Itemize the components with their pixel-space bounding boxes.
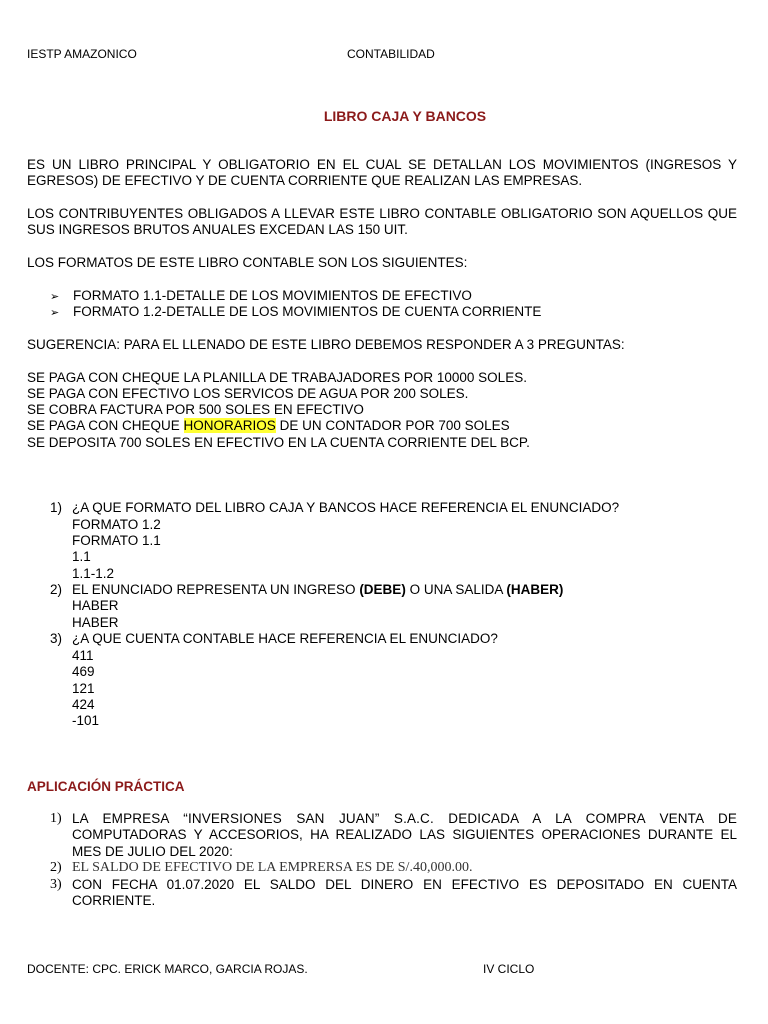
- answer-line: 1.1-1.2: [72, 566, 115, 581]
- question-3-text: ¿A QUE CUENTA CONTABLE HACE REFERENCIA EL ENUNCIADO?: [72, 631, 498, 646]
- question-2-text-mid: O UNA SALIDA: [405, 582, 507, 597]
- practice-item-line: MES DE JULIO DEL 2020:: [72, 843, 233, 859]
- answer-line: FORMATO 1.1: [72, 533, 161, 548]
- answer-line: 411: [72, 648, 94, 663]
- example-line-4-start: SE PAGA CON CHEQUE: [27, 418, 184, 433]
- question-1-text: ¿A QUE FORMATO DEL LIBRO CAJA Y BANCOS HACE REFERENCIA EL ENUNCIADO?: [72, 500, 620, 515]
- intro-paragraph-1: ES UN LIBRO PRINCIPAL Y OBLIGATORIO EN EL CUAL SE DETALLAN LOS MOVIMIENTOS (INGRESOS Y EGRESOS) DE EFECTIVO Y DE CUENTA CORRIENTE QUE REALIZAN LAS EMPRESAS.: [27, 157, 737, 189]
- answer-line: FORMATO 1.2: [72, 517, 161, 532]
- question-2-text-start: EL ENUNCIADO REPRESENTA UN INGRESO: [72, 582, 360, 597]
- haber-term: (HABER): [506, 582, 564, 597]
- answer-line: HABER: [72, 598, 119, 613]
- example-line-5: SE DEPOSITA 700 SOLES EN EFECTIVO EN LA CUENTA CORRIENTE DEL BCP.: [27, 435, 530, 450]
- page-title: LIBRO CAJA Y BANCOS: [323, 108, 487, 124]
- question-2-text: [72, 582, 563, 598]
- answer-line: 424: [72, 697, 95, 712]
- example-line-4-end: DE UN CONTADOR POR 700 SOLES: [275, 418, 510, 433]
- header-institution: IESTP AMAZONICO: [27, 47, 137, 61]
- question-number: 1): [50, 500, 63, 515]
- practice-item-number: 1): [50, 811, 62, 826]
- format-item-label: FORMATO 1.1-DETALLE DE LOS MOVIMIENTOS DE EFECTIVO: [73, 288, 472, 303]
- practice-item-line: LA EMPRESA “INVERSIONES SAN JUAN” S.A.C. DEDICADA A LA COMPRA VENTA DE: [72, 811, 737, 826]
- practice-item-3: [72, 877, 737, 910]
- answer-line: 1.1: [72, 549, 91, 564]
- practice-item-line: CON FECHA 01.07.2020 EL SALDO DEL DINERO EN EFECTIVO ES DEPOSITADO EN CUENTA: [72, 877, 737, 892]
- practice-item-number: 2): [50, 860, 62, 875]
- practice-item-1: [72, 811, 737, 860]
- example-line-4: [27, 418, 510, 434]
- footer-cycle: IV CICLO: [483, 962, 535, 976]
- answer-line: HABER: [72, 615, 119, 630]
- highlighted-word: HONORARIOS: [183, 418, 276, 433]
- format-item-label: FORMATO 1.2-DETALLE DE LOS MOVIMIENTOS DE CUENTA CORRIENTE: [73, 304, 542, 319]
- question-number: 3): [50, 631, 63, 646]
- header-subject: CONTABILIDAD: [347, 47, 435, 61]
- debe-term: (DEBE): [359, 582, 406, 597]
- practice-title: APLICACIÓN PRÁCTICA: [27, 779, 185, 794]
- answer-line: -101: [72, 713, 100, 728]
- arrow-bullet-icon: ➢: [50, 307, 60, 319]
- practice-item-line: COMPUTADORAS Y ACCESORIOS, HA REALIZADO LAS SIGUIENTES OPERACIONES DURANTE EL: [72, 827, 737, 843]
- footer-teacher: DOCENTE: CPC. ERICK MARCO, GARCIA ROJAS.: [27, 962, 308, 976]
- format-list-item: [50, 288, 59, 305]
- example-line-3: SE COBRA FACTURA POR 500 SOLES EN EFECTIVO: [27, 402, 364, 417]
- suggestion-text: SUGERENCIA: PARA EL LLENADO DE ESTE LIBRO DEBEMOS RESPONDER A 3 PREGUNTAS:: [27, 337, 625, 352]
- practice-item-number: 3): [50, 877, 62, 892]
- intro-paragraph-2: LOS CONTRIBUYENTES OBLIGADOS A LLEVAR ESTE LIBRO CONTABLE OBLIGATORIO SON AQUELLOS QUE SUS INGRESOS BRUTOS ANUALES EXCEDAN LAS 150 UIT.: [27, 206, 737, 238]
- question-number: 2): [50, 582, 63, 597]
- format-list-item: [50, 304, 59, 321]
- answer-line: 469: [72, 664, 95, 679]
- example-line-1: SE PAGA CON CHEQUE LA PLANILLA DE TRABAJADORES POR 10000 SOLES.: [27, 370, 527, 385]
- answer-line: 121: [72, 681, 95, 696]
- practice-item-line: CORRIENTE.: [72, 893, 156, 909]
- intro-paragraph-3: LOS FORMATOS DE ESTE LIBRO CONTABLE SON LOS SIGUIENTES:: [27, 255, 468, 270]
- arrow-bullet-icon: ➢: [50, 291, 60, 303]
- example-line-2: SE PAGA CON EFECTIVO LOS SERVICOS DE AGUA POR 200 SOLES.: [27, 386, 469, 401]
- practice-item-2-text: EL SALDO DE EFECTIVO DE LA EMPRERSA ES DE S/.40,000.00.: [72, 860, 473, 875]
